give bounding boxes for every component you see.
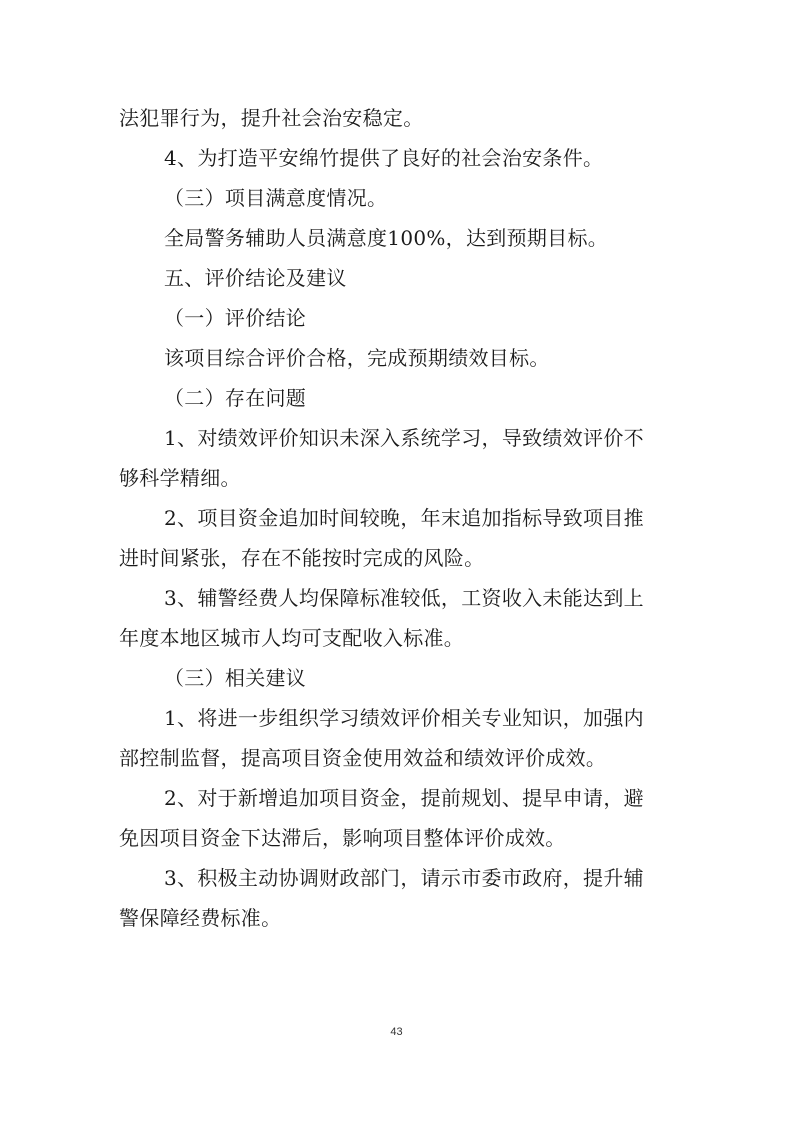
text-line: 1、对绩效评价知识未深入系统学习，导致绩效评价不 xyxy=(164,426,644,450)
text-line: 年度本地区城市人均可支配收入标准。 xyxy=(119,626,465,650)
text-line: 进时间紧张，存在不能按时完成的风险。 xyxy=(119,546,485,570)
text-line: 4、为打造平安绵竹提供了良好的社会治安条件。 xyxy=(164,146,604,170)
section-heading: （一）评价结论 xyxy=(164,306,307,330)
text-line: 3、积极主动协调财政部门，请示市委市政府，提升辅 xyxy=(164,866,644,890)
chapter-heading: 五、评价结论及建议 xyxy=(164,266,347,290)
page-number: 43 xyxy=(390,1026,403,1038)
section-heading: （三）相关建议 xyxy=(164,666,307,690)
text-line: 全局警务辅助人员满意度100%，达到预期目标。 xyxy=(164,226,609,250)
text-line: 部控制监督，提高项目资金使用效益和绩效评价成效。 xyxy=(119,746,607,770)
section-heading: （三）项目满意度情况。 xyxy=(164,186,388,210)
text-line: 该项目综合评价合格，完成预期绩效目标。 xyxy=(164,346,550,370)
text-line: 够科学精细。 xyxy=(119,466,241,490)
text-line: 免因项目资金下达滞后，影响项目整体评价成效。 xyxy=(119,826,566,850)
text-line: 2、项目资金追加时间较晚，年末追加指标导致项目推 xyxy=(164,506,644,530)
text-line: 1、将进一步组织学习绩效评价相关专业知识，加强内 xyxy=(164,706,644,730)
text-line: 2、对于新增追加项目资金，提前规划、提早申请，避 xyxy=(164,786,644,810)
text-line: 3、辅警经费人均保障标准较低，工资收入未能达到上 xyxy=(164,586,644,610)
text-line: 法犯罪行为，提升社会治安稳定。 xyxy=(119,106,424,130)
section-heading: （二）存在问题 xyxy=(164,386,307,410)
text-line: 警保障经费标准。 xyxy=(119,906,282,930)
